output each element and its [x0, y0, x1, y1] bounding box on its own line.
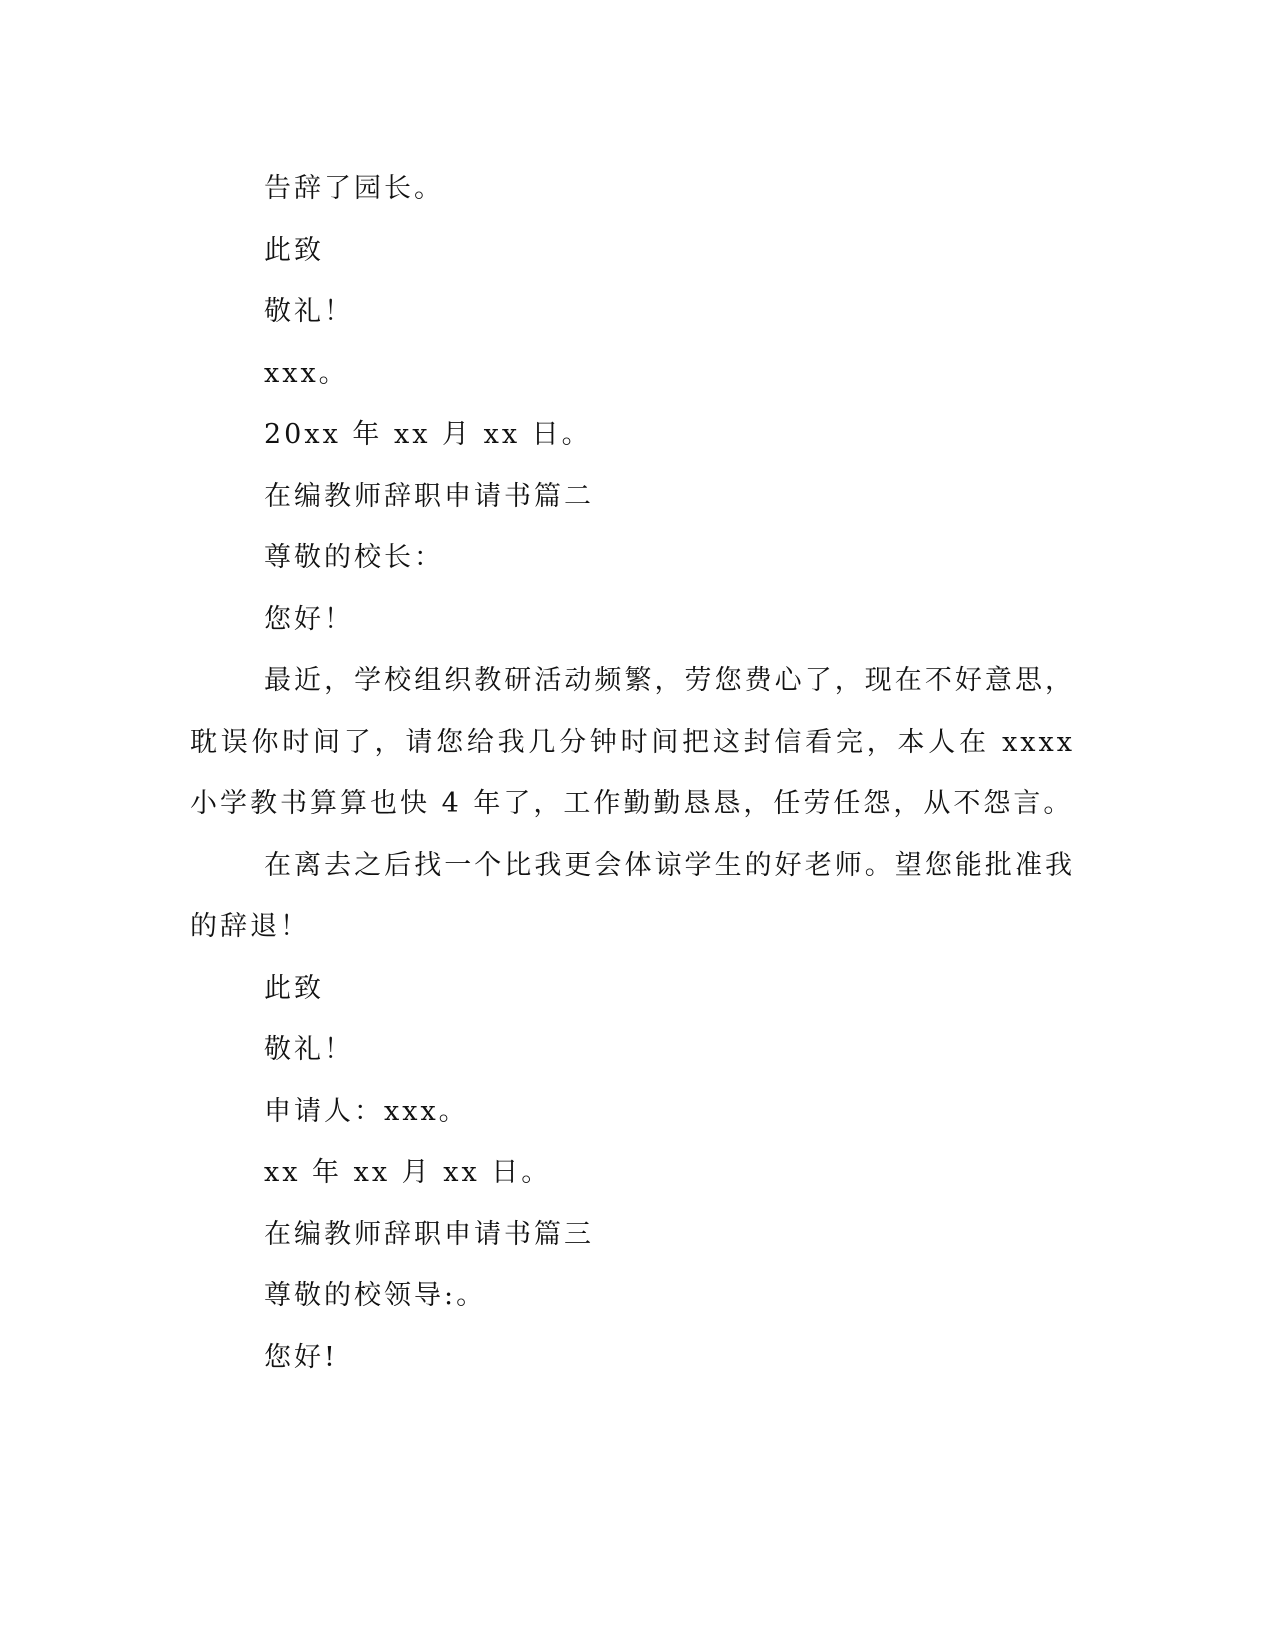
document-body	[190, 158, 1075, 1388]
greeting-hello: 您好!	[264, 1341, 338, 1373]
salutation-jingli: 敬礼！	[264, 296, 354, 327]
salutation-cizhi: 此致	[264, 972, 324, 1004]
salutation-cizhi: 此致	[264, 234, 324, 266]
greeting-addressee: 尊敬的校长：	[264, 542, 444, 573]
section-heading-3: 在编教师辞职申请书篇三	[264, 1218, 594, 1250]
section-heading-2: 在编教师辞职申请书篇二	[264, 480, 594, 512]
salutation-jingli: 敬礼！	[264, 1034, 354, 1065]
body-paragraph: 在离去之后找一个比我更会体谅学生的好老师。望您能批准我的辞退！	[190, 849, 1075, 942]
closing-line: 告辞了园长。	[264, 173, 444, 204]
signature-date: xx 年 xx 月 xx 日。	[264, 1157, 552, 1188]
signature-date: 20xx 年 xx 月 xx 日。	[264, 419, 592, 450]
signature-applicant: 申请人：xxx。	[264, 1095, 469, 1127]
signature-name: xxx。	[264, 357, 349, 389]
body-paragraph: 最近，学校组织教研活动频繁，劳您费心了，现在不好意思，耽误你时间了，请您给我几分钟时间把这封信看完，本人在 xxxx 小学教书算算也快 4 年了，工作勤勤恳恳，任劳任怨，从不怨言。	[190, 665, 1075, 819]
greeting-hello: 您好！	[264, 603, 354, 635]
greeting-addressee: 尊敬的校领导:。	[264, 1280, 487, 1311]
